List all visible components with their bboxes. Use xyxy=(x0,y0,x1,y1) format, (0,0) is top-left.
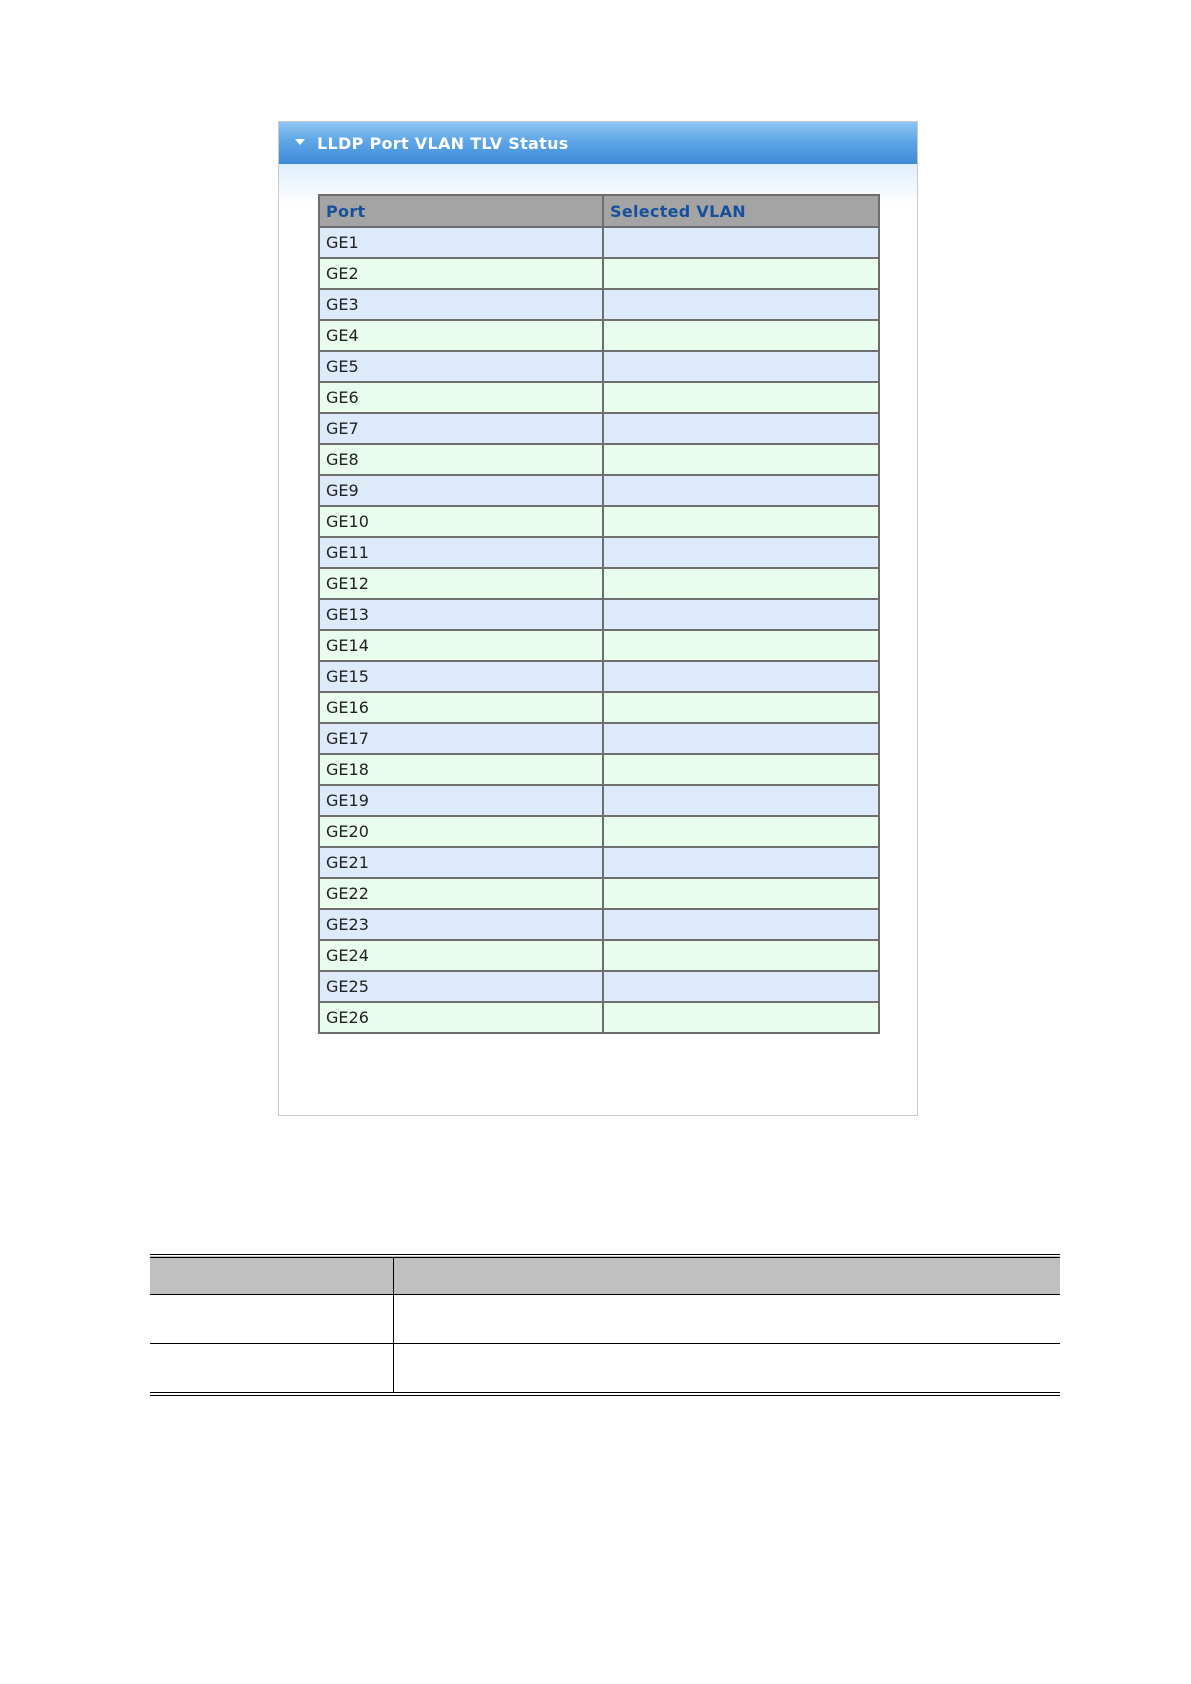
port-cell: GE14 xyxy=(319,630,603,661)
table-row xyxy=(319,692,879,723)
table-row xyxy=(319,382,879,413)
description-cell-object xyxy=(150,1344,393,1395)
port-cell: GE11 xyxy=(319,537,603,568)
description-row xyxy=(150,1295,1060,1344)
selected-vlan-cell xyxy=(603,661,879,692)
table-row xyxy=(319,289,879,320)
port-cell: GE16 xyxy=(319,692,603,723)
selected-vlan-cell xyxy=(603,878,879,909)
selected-vlan-cell xyxy=(603,320,879,351)
selected-vlan-cell xyxy=(603,940,879,971)
column-header-port: Port xyxy=(319,195,603,227)
table-row xyxy=(319,661,879,692)
table-row xyxy=(319,351,879,382)
table-row xyxy=(319,568,879,599)
status-table-header-row xyxy=(319,195,879,227)
port-cell: GE15 xyxy=(319,661,603,692)
table-row xyxy=(319,444,879,475)
description-table xyxy=(150,1254,1060,1396)
selected-vlan-cell xyxy=(603,227,879,258)
selected-vlan-cell xyxy=(603,630,879,661)
selected-vlan-cell xyxy=(603,444,879,475)
table-row xyxy=(319,971,879,1002)
port-cell: GE22 xyxy=(319,878,603,909)
selected-vlan-cell xyxy=(603,506,879,537)
port-cell: GE19 xyxy=(319,785,603,816)
table-row xyxy=(319,816,879,847)
selected-vlan-cell xyxy=(603,258,879,289)
port-cell: GE13 xyxy=(319,599,603,630)
selected-vlan-cell xyxy=(603,754,879,785)
table-row xyxy=(319,785,879,816)
panel-header[interactable] xyxy=(279,122,917,164)
selected-vlan-cell xyxy=(603,847,879,878)
port-cell: GE3 xyxy=(319,289,603,320)
selected-vlan-cell xyxy=(603,785,879,816)
selected-vlan-cell xyxy=(603,971,879,1002)
selected-vlan-cell xyxy=(603,1002,879,1033)
description-header-object xyxy=(150,1256,393,1295)
port-cell: GE17 xyxy=(319,723,603,754)
selected-vlan-cell xyxy=(603,351,879,382)
table-row xyxy=(319,320,879,351)
selected-vlan-cell xyxy=(603,568,879,599)
description-cell-object xyxy=(150,1295,393,1344)
description-header-row xyxy=(150,1256,1060,1295)
port-cell: GE2 xyxy=(319,258,603,289)
table-row xyxy=(319,723,879,754)
port-cell: GE25 xyxy=(319,971,603,1002)
selected-vlan-cell xyxy=(603,692,879,723)
selected-vlan-cell xyxy=(603,599,879,630)
selected-vlan-cell xyxy=(603,382,879,413)
panel-title: LLDP Port VLAN TLV Status xyxy=(317,134,569,153)
selected-vlan-cell xyxy=(603,909,879,940)
status-table xyxy=(318,194,880,1034)
selected-vlan-cell xyxy=(603,289,879,320)
table-row xyxy=(319,909,879,940)
table-row xyxy=(319,506,879,537)
table-row xyxy=(319,413,879,444)
port-cell: GE10 xyxy=(319,506,603,537)
description-cell-text xyxy=(393,1295,1060,1344)
table-row xyxy=(319,475,879,506)
table-row xyxy=(319,227,879,258)
port-cell: GE8 xyxy=(319,444,603,475)
description-header-description xyxy=(393,1256,1060,1295)
port-cell: GE26 xyxy=(319,1002,603,1033)
table-row xyxy=(319,847,879,878)
selected-vlan-cell xyxy=(603,537,879,568)
selected-vlan-cell xyxy=(603,413,879,444)
description-row xyxy=(150,1344,1060,1395)
port-cell: GE4 xyxy=(319,320,603,351)
selected-vlan-cell xyxy=(603,723,879,754)
port-cell: GE21 xyxy=(319,847,603,878)
port-cell: GE23 xyxy=(319,909,603,940)
port-cell: GE1 xyxy=(319,227,603,258)
table-row xyxy=(319,878,879,909)
column-header-selected-vlan: Selected VLAN xyxy=(603,195,879,227)
port-cell: GE20 xyxy=(319,816,603,847)
table-row xyxy=(319,537,879,568)
port-cell: GE5 xyxy=(319,351,603,382)
selected-vlan-cell xyxy=(603,816,879,847)
lldp-port-vlan-tlv-status-panel xyxy=(278,121,918,1116)
port-cell: GE12 xyxy=(319,568,603,599)
port-cell: GE24 xyxy=(319,940,603,971)
selected-vlan-cell xyxy=(603,475,879,506)
table-row xyxy=(319,754,879,785)
triangle-down-icon[interactable] xyxy=(295,139,305,145)
port-cell: GE6 xyxy=(319,382,603,413)
table-row xyxy=(319,630,879,661)
table-row xyxy=(319,1002,879,1033)
port-cell: GE9 xyxy=(319,475,603,506)
table-row xyxy=(319,258,879,289)
port-cell: GE7 xyxy=(319,413,603,444)
description-cell-text xyxy=(393,1344,1060,1395)
table-row xyxy=(319,940,879,971)
port-cell: GE18 xyxy=(319,754,603,785)
table-row xyxy=(319,599,879,630)
status-table-body xyxy=(319,227,879,1033)
